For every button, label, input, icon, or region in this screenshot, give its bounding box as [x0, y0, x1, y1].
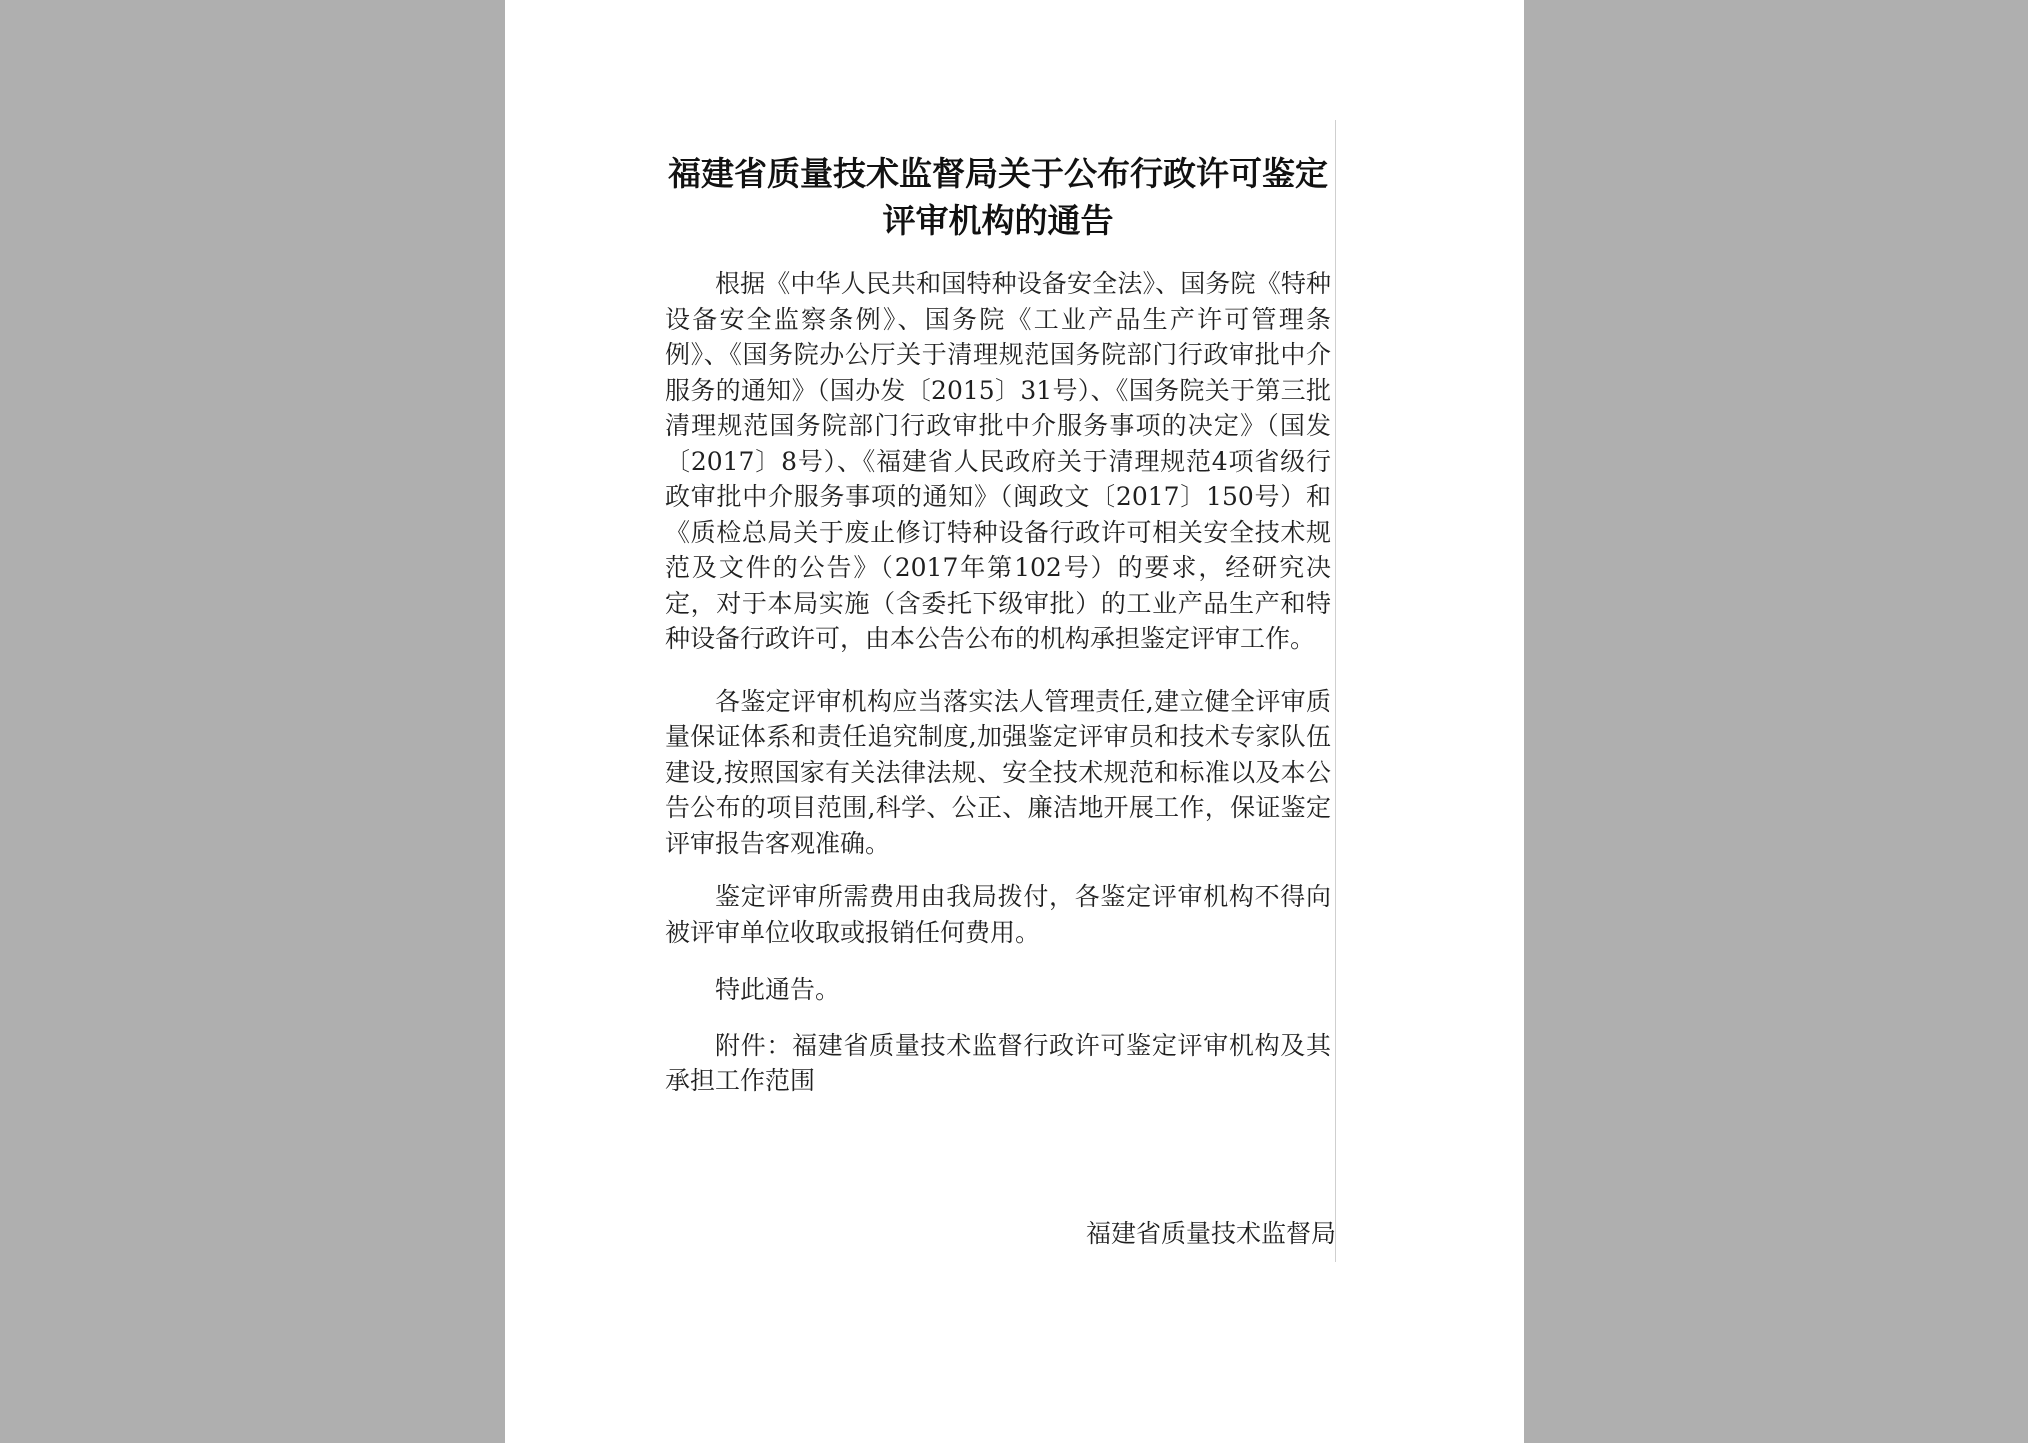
paragraph-responsibility: 各鉴定评审机构应当落实法人管理责任,建立健全评审质量保证体系和责任追究制度,加强鉴定评审员和技术专家队伍建设,按照国家有关法律法规、安全技术规范和标准以及本公告公布的项目范围,科学、公正、廉洁地开展工作，保证鉴定评审报告客观准确。: [665, 686, 1331, 858]
paragraph-notice: 特此通告。: [715, 975, 841, 1004]
signature-area: [505, 0, 1336, 1443]
paragraph-fees: 鉴定评审所需费用由我局拨付，各鉴定评审机构不得向被评审单位收取或报销任何费用。: [665, 882, 1331, 947]
paragraph-attachment: 附件：福建省质量技术监督行政许可鉴定评审机构及其承担工作范围: [665, 1030, 1331, 1095]
document-page: [505, 0, 1524, 1443]
issuer-signature: 福建省质量技术监督局: [1085, 1219, 1336, 1248]
document-title: 福建省质量技术监督局关于公布行政许可鉴定评审机构的通告: [668, 154, 1328, 240]
paragraph-basis: 根据《中华人民共和国特种设备安全法》、国务院《特种设备安全监察条例》、国务院《工业产品生产许可管理条例》、《国务院办公厅关于清理规范国务院部门行政审批中介服务的通知》（国办发〔2015〕31号）、《国务院关于第三批清理规范国务院部门行政审批中介服务事项的决定》（国发〔2017〕8号）、《福建省人民政府关于清理规范4项省级行政审批中介服务事项的通知》（闽政文〔2017〕150号）和《质检总局关于废止修订特种设备行政许可相关安全技术规范及文件的公告》（2017年第102号）的要求，经研究决定，对于本局实施（含委托下级审批）的工业产品生产和特种设备行政许可，由本公告公布的机构承担鉴定评审工作。: [665, 269, 1331, 653]
